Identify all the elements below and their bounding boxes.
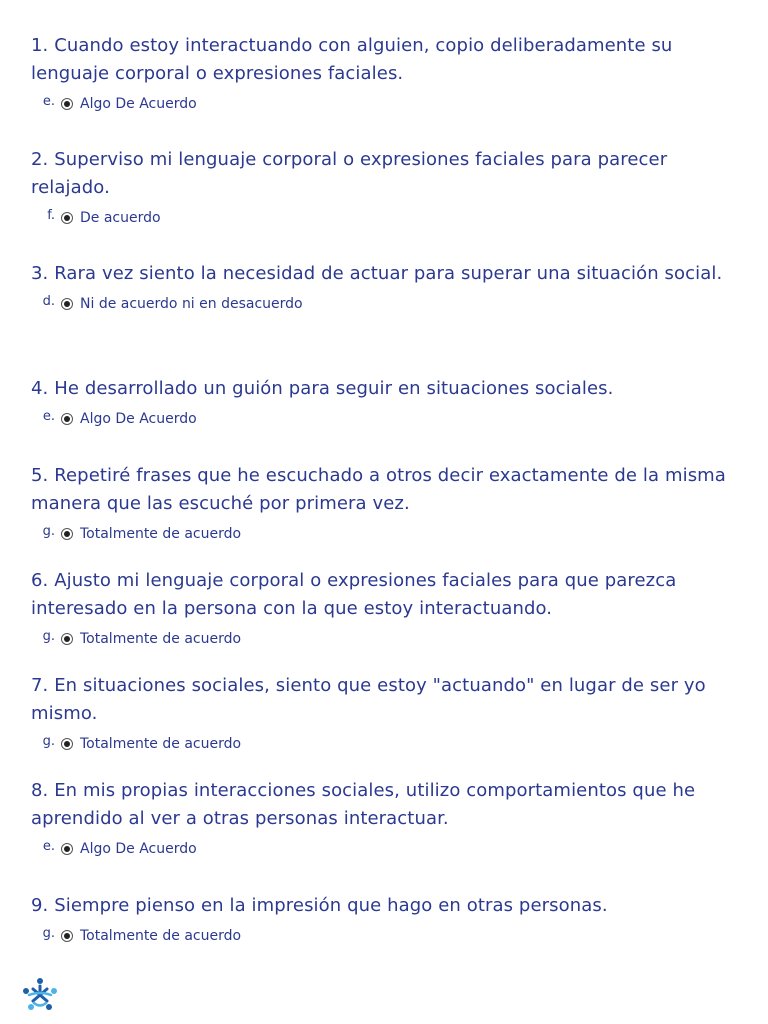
answer-label: Totalmente de acuerdo [80,631,242,647]
answer-label: Totalmente de acuerdo [80,736,242,752]
answer-label: De acuerdo [80,210,161,226]
answer-label: Totalmente de acuerdo [80,928,242,944]
question-8-text: 8. En mis propias interacciones sociales, utilizo comportamientos que he aprendido al ver a otras personas interactuar. [31,780,696,829]
radio-selected-icon[interactable] [61,528,73,540]
question-1-answer[interactable] [39,94,731,114]
radio-selected-icon[interactable] [61,212,73,224]
radio-selected-icon[interactable] [61,98,73,110]
question-4 [31,375,731,429]
question-8-answer[interactable] [39,839,731,859]
answer-label: Ni de acuerdo ni en desacuerdo [80,296,303,312]
answer-label: Totalmente de acuerdo [80,526,242,542]
people-circle-logo-icon [20,975,60,1015]
question-9-text: 9. Siempre pienso en la impresión que hago en otras personas. [31,895,608,916]
question-3-text: 3. Rara vez siento la necesidad de actuar para superar una situación social. [31,263,723,284]
question-2-text: 2. Superviso mi lenguaje corporal o expresiones faciales para parecer relajado. [31,149,668,198]
answer-letter: d. [42,293,55,309]
question-7-answer[interactable] [39,734,731,754]
question-6-answer[interactable] [39,629,731,649]
answer-label: Algo De Acuerdo [80,841,197,857]
question-3-answer[interactable] [39,294,731,314]
answer-label: Algo De Acuerdo [80,96,197,112]
question-3 [31,260,731,314]
question-2-answer[interactable] [39,208,731,228]
question-9-answer[interactable] [39,926,731,946]
radio-selected-icon[interactable] [61,930,73,942]
answer-letter: e. [42,93,55,109]
question-4-text: 4. He desarrollado un guión para seguir en situaciones sociales. [31,378,614,399]
answer-letter: g. [42,733,55,749]
question-9 [31,892,731,946]
question-6 [31,567,731,649]
question-5-text: 5. Repetiré frases que he escuchado a otros decir exactamente de la misma manera que las escuché por primera vez. [31,465,726,514]
answer-letter: g. [42,628,55,644]
answer-letter: f. [47,207,55,223]
question-8 [31,777,731,859]
question-5-answer[interactable] [39,524,731,544]
question-1-text: 1. Cuando estoy interactuando con alguien, copio deliberadamente su lenguaje corporal o expresiones faciales. [31,35,673,84]
question-4-answer[interactable] [39,409,731,429]
question-5 [31,462,731,544]
radio-selected-icon[interactable] [61,298,73,310]
radio-selected-icon[interactable] [61,738,73,750]
radio-selected-icon[interactable] [61,413,73,425]
answer-label: Algo De Acuerdo [80,411,197,427]
question-6-text: 6. Ajusto mi lenguaje corporal o expresiones faciales para que parezca interesado en la persona con la que estoy interactuando. [31,570,677,619]
answer-letter: e. [42,408,55,424]
answer-letter: e. [42,838,55,854]
question-7-text: 7. En situaciones sociales, siento que estoy "actuando" en lugar de ser yo mismo. [31,675,706,724]
question-1 [31,32,731,114]
answer-letter: g. [42,925,55,941]
radio-selected-icon[interactable] [61,633,73,645]
question-7 [31,672,731,754]
radio-selected-icon[interactable] [61,843,73,855]
answer-letter: g. [42,523,55,539]
question-2 [31,146,731,228]
